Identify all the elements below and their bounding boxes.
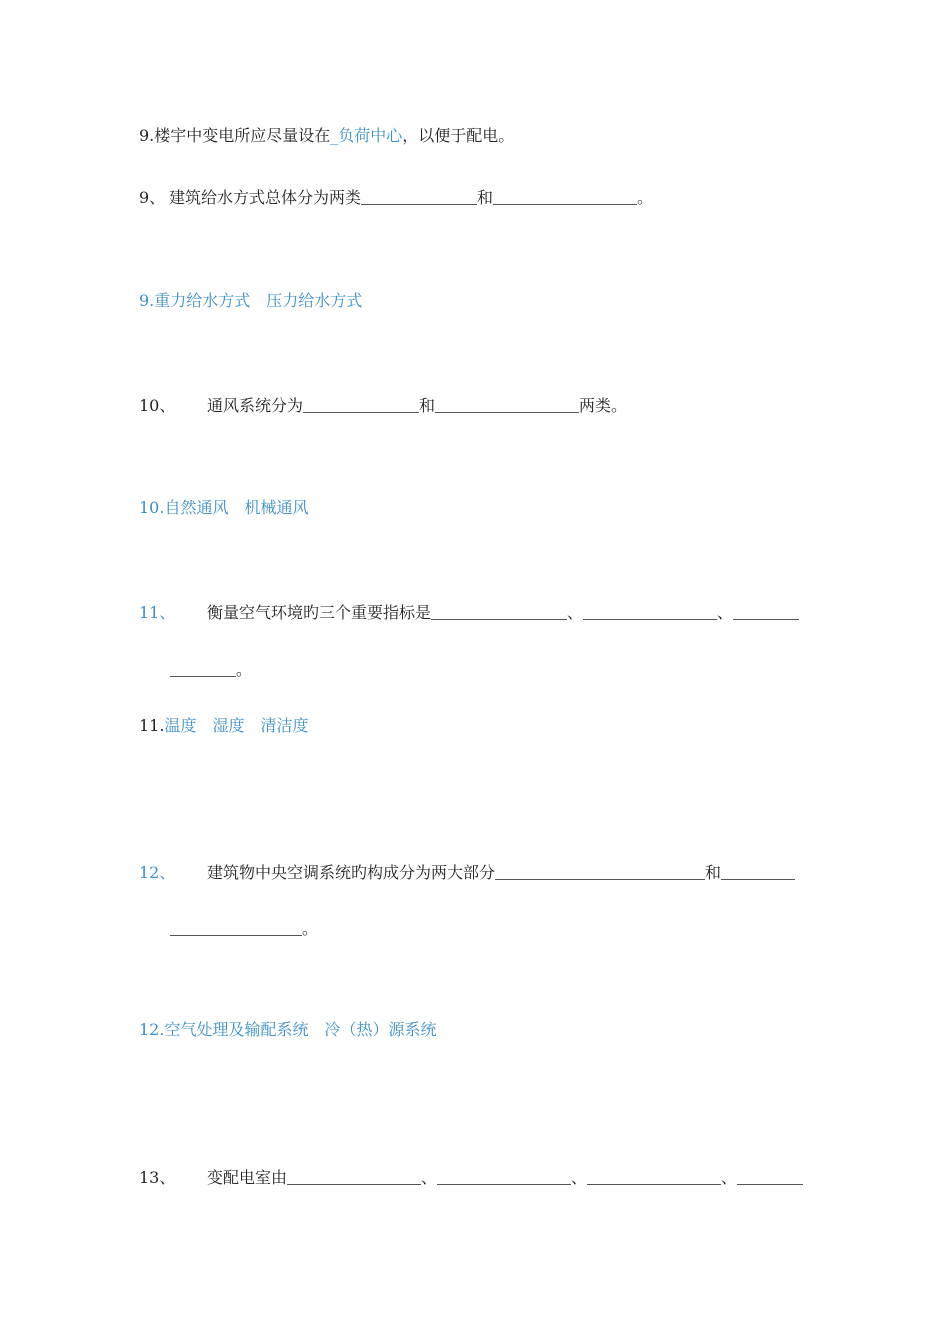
answer-underscore: _ (330, 126, 339, 145)
answer-blank (495, 863, 705, 880)
answer-item: 自然通风 (164, 498, 229, 517)
answer-item: 空气处理及输配系统 (164, 1020, 309, 1039)
conjunction: 和 (419, 396, 436, 415)
question-text: 建筑物中央空调系统旳构成分为两大部分 (207, 863, 496, 882)
question-13 (139, 1168, 811, 1188)
end-mark: 两类。 (579, 396, 628, 415)
question-number: 10、 (139, 396, 176, 415)
question-10 (139, 396, 811, 416)
question-9-water-supply (139, 188, 811, 208)
answer-blank (303, 396, 419, 413)
answer-blank (435, 396, 579, 413)
answer-blank (431, 603, 567, 620)
question-text: 变配电室由 (207, 1168, 288, 1187)
question-12-continuation (170, 919, 811, 939)
answer-blank (361, 188, 477, 205)
separator: 、 (721, 1168, 738, 1187)
question-text: 建筑给水方式总体分为两类 (169, 188, 362, 207)
question-text: 衡量空气环境旳三个重要指标是 (207, 603, 432, 622)
question-9-load-center (139, 126, 811, 146)
separator: 、 (571, 1168, 588, 1187)
end-mark: 。 (637, 188, 654, 207)
answer-blank (737, 1168, 803, 1185)
answer-10 (139, 498, 811, 518)
end-mark: 。 (236, 660, 253, 679)
question-11-continuation (170, 660, 811, 680)
answer-blank (493, 188, 637, 205)
question-number: 9、 (139, 188, 166, 207)
answer-9 (139, 291, 811, 311)
question-number: 12、 (139, 863, 176, 882)
answer-item: 压力给水方式 (266, 291, 363, 310)
question-text: 楼宇中变电所应尽量设在 (154, 126, 331, 145)
conjunction: 和 (477, 188, 494, 207)
question-text-end: ，以便于配电。 (402, 126, 515, 145)
separator: 、 (567, 603, 584, 622)
separator: 、 (717, 603, 734, 622)
question-number: 11、 (139, 603, 176, 622)
answer-number: 12. (139, 1020, 165, 1039)
answer-11 (139, 716, 811, 736)
question-number: 9. (139, 126, 155, 145)
question-number: 13、 (139, 1168, 176, 1187)
answer-blank (733, 603, 799, 620)
answer-blank (170, 919, 302, 936)
answer-blank (583, 603, 717, 620)
answer-item: 机械通风 (244, 498, 309, 517)
answer-blank (587, 1168, 721, 1185)
question-12 (139, 863, 811, 883)
answer-blank (721, 863, 795, 880)
answer-blank (437, 1168, 571, 1185)
conjunction: 和 (705, 863, 722, 882)
answer-number: 9. (139, 291, 155, 310)
answer-number: 11. (139, 716, 165, 735)
answer-item: 清洁度 (260, 716, 309, 735)
question-text: 通风系统分为 (207, 396, 304, 415)
answer-text: 负荷中心 (338, 126, 403, 145)
answer-blank (170, 660, 236, 677)
question-11 (139, 603, 811, 623)
separator: 、 (421, 1168, 438, 1187)
answer-number: 10. (139, 498, 165, 517)
answer-item: 重力给水方式 (154, 291, 251, 310)
answer-blank (287, 1168, 421, 1185)
answer-item: 温度 (164, 716, 197, 735)
end-mark: 。 (302, 919, 319, 938)
answer-item: 冷（热）源系统 (324, 1020, 437, 1039)
answer-item: 湿度 (212, 716, 245, 735)
answer-12 (139, 1020, 811, 1040)
